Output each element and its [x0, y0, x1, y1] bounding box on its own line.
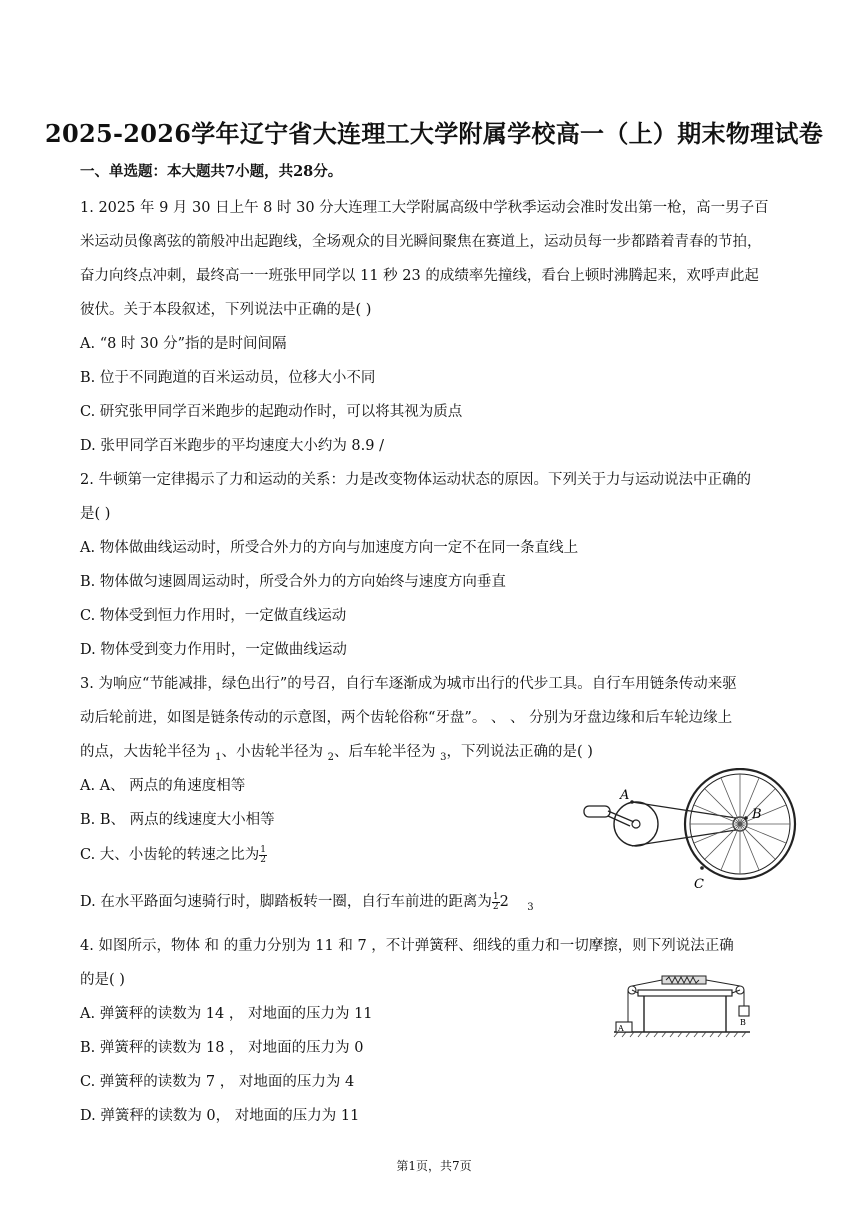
page-title: 2025-2026学年辽宁省大连理工大学附属学校高一（上）期末物理试卷: [44, 119, 824, 148]
q2-option-c: C. 物体受到恒力作用时，一定做直线运动: [80, 608, 347, 624]
q2-option-d: D. 物体受到变力作用时，一定做曲线运动: [80, 642, 347, 658]
q1-option-c: C. 研究张甲同学百米跑步的起跑动作时，可以将其视为质点: [80, 404, 463, 420]
fraction-numerator: 1: [492, 891, 499, 902]
q3-option-a: A. A、 两点的角速度相等: [80, 778, 246, 794]
q2-option-b: B. 物体做匀速圆周运动时，所受合外力的方向始终与速度方向垂直: [80, 574, 506, 590]
q4-option-b: B. 弹簧秤的读数为 18 ， 对地面的压力为 0: [80, 1040, 364, 1056]
q3-option-d-tail: 2: [499, 894, 509, 910]
q3-option-d: [80, 890, 534, 913]
q2-stem-line-1: 2. 牛顿第一定律揭示了力和运动的关系：力是改变物体运动状态的原因。下列关于力与运动说法中正确的: [80, 472, 751, 488]
figure-label-a: A: [618, 1024, 624, 1033]
wheel-spokes: [690, 774, 790, 874]
fraction-denominator: 2: [260, 854, 267, 865]
q4-stem-line-2: 的是( ): [80, 972, 125, 988]
figure-label-a: A: [620, 788, 630, 803]
q3-stem-text: 的点，大齿轮半径为: [80, 744, 216, 760]
q4-option-a: A. 弹簧秤的读数为 14 ， 对地面的压力为 11: [80, 1006, 373, 1022]
figure-label-b: B: [752, 807, 762, 822]
q1-option-d: D. 张甲同学百米跑步的平均速度大小约为 8.9 /: [80, 438, 384, 454]
ground-hatching: [614, 1032, 746, 1037]
section-heading: 一、单选题：本大题共7小题，共28分。: [80, 163, 343, 180]
q1-stem-line-1: 1. 2025 年 9 月 30 日上午 8 时 30 分大连理工大学附属高级中学秋季运动会准时发出第一枪，高一男子百: [80, 200, 769, 216]
bicycle-chain-figure: [578, 768, 800, 894]
q3-stem-text: 、小齿轮半径为: [221, 744, 328, 760]
q4-stem-line-1: 4. 如图所示，物体 和 的重力分别为 11 和 7 ，不计弹簧秤、细线的重力和一切摩擦，则下列说法正确: [80, 938, 734, 954]
figure-label-c: C: [694, 877, 704, 892]
q3-option-d-text: D. 在水平路面匀速骑行时，脚踏板转一圈，自行车前进的距离为: [80, 894, 492, 910]
page-footer: 第1页，共7页: [396, 1159, 472, 1173]
q3-stem-line-1: 3. 为响应“节能减排，绿色出行”的号召，自行车逐渐成为城市出行的代步工具。自行车用链条传动来驱: [80, 676, 737, 692]
q4-option-c: C. 弹簧秤的读数为 7 ， 对地面的压力为 4: [80, 1074, 355, 1090]
q3-option-d-subscript: 3: [527, 902, 534, 913]
spring-balance-figure: [610, 972, 758, 1038]
q3-option-c: [80, 843, 267, 865]
figure-label-b: B: [740, 1018, 746, 1027]
fraction: [492, 893, 500, 912]
q3-subscript-3: 3: [440, 752, 447, 763]
q1-stem-line-4: 彼伏。关于本段叙述，下列说法中正确的是( ): [80, 302, 372, 318]
fraction-denominator: 2: [492, 901, 499, 912]
q1-option-a: A. “8 时 30 分”指的是时间间隔: [80, 336, 287, 352]
fraction: [259, 846, 267, 865]
q3-subscript-1: 1: [215, 752, 222, 763]
q3-stem-text: ，下列说法正确的是( ): [446, 744, 593, 760]
q1-stem-line-2: 米运动员像离弦的箭般冲出起跑线，全场观众的目光瞬间聚焦在赛道上，运动员每一步都踏着青春的节拍，: [80, 234, 762, 250]
q3-stem-line-3: [80, 740, 593, 763]
q1-option-b: B. 位于不同跑道的百米运动员，位移大小不同: [80, 370, 376, 386]
q3-option-b: B. B、 两点的线速度大小相等: [80, 812, 275, 828]
q3-stem-text: 、后车轮半径为: [333, 744, 441, 760]
q1-stem-line-3: 奋力向终点冲刺，最终高一一班张甲同学以 11 秒 23 的成绩率先撞线，看台上顿时沸腾起来，欢呼声此起: [80, 268, 759, 284]
q3-subscript-2: 2: [327, 752, 334, 763]
q2-stem-line-2: 是( ): [80, 506, 111, 522]
fraction-numerator: 1: [260, 844, 267, 855]
q2-option-a: A. 物体做曲线运动时，所受合外力的方向与加速度方向一定不在同一条直线上: [80, 540, 579, 556]
q3-stem-line-2: 动后轮前进，如图是链条传动的示意图，两个齿轮俗称“牙盘”。 、 、 分别为牙盘边缘和后车轮边缘上: [80, 710, 733, 726]
q3-option-c-text: C. 大、小齿轮的转速之比为: [80, 847, 260, 863]
q4-option-d: D. 弹簧秤的读数为 0， 对地面的压力为 11: [80, 1108, 360, 1124]
